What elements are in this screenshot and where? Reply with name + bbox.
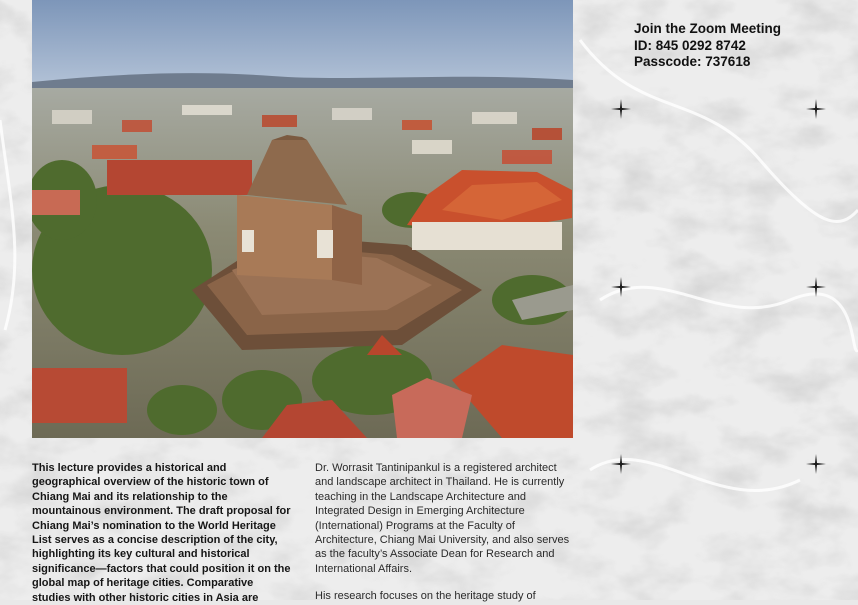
four-point-star-icon (611, 454, 631, 474)
four-point-star-icon (806, 277, 826, 297)
zoom-heading: Join the Zoom Meeting (634, 21, 781, 36)
four-point-star-icon (611, 277, 631, 297)
temple-aerial-photo (32, 0, 573, 438)
speaker-research-paragraph: His research focuses on the heritage study of (315, 590, 536, 603)
four-point-star-icon (806, 99, 826, 119)
speaker-bio (315, 461, 573, 604)
speaker-bio-paragraph: Dr. Worrasit Tantinipankul is a registered architect and landscape architect in Thailand. He is currently teaching in the Landscape Architecture and Integrated Design in Emerging Architecture (International) Programs at the Faculty of Architecture, Chiang Mai University, and also serves as the faculty’s Associate Dean for Research and International Affairs. (315, 462, 570, 575)
zoom-meeting-id: ID: 845 0292 8742 (634, 37, 746, 53)
lecture-abstract: This lecture provides a historical and geographical overview of the historic town of Chiang Mai and its relationship to the mountainous environment. The draft proposal for Chiang Mai’s nomination to the World Heritage List serves as a concise description of the city, highlighting its key cultural and historical significance—factors that could position it on the global map of heritage cities. Comparative studies with other historic cities in Asia are (32, 462, 291, 604)
zoom-meeting-info (634, 21, 834, 71)
four-point-star-icon (611, 99, 631, 119)
four-point-star-icon (806, 454, 826, 474)
zoom-passcode: Passcode: 737618 (634, 54, 751, 69)
